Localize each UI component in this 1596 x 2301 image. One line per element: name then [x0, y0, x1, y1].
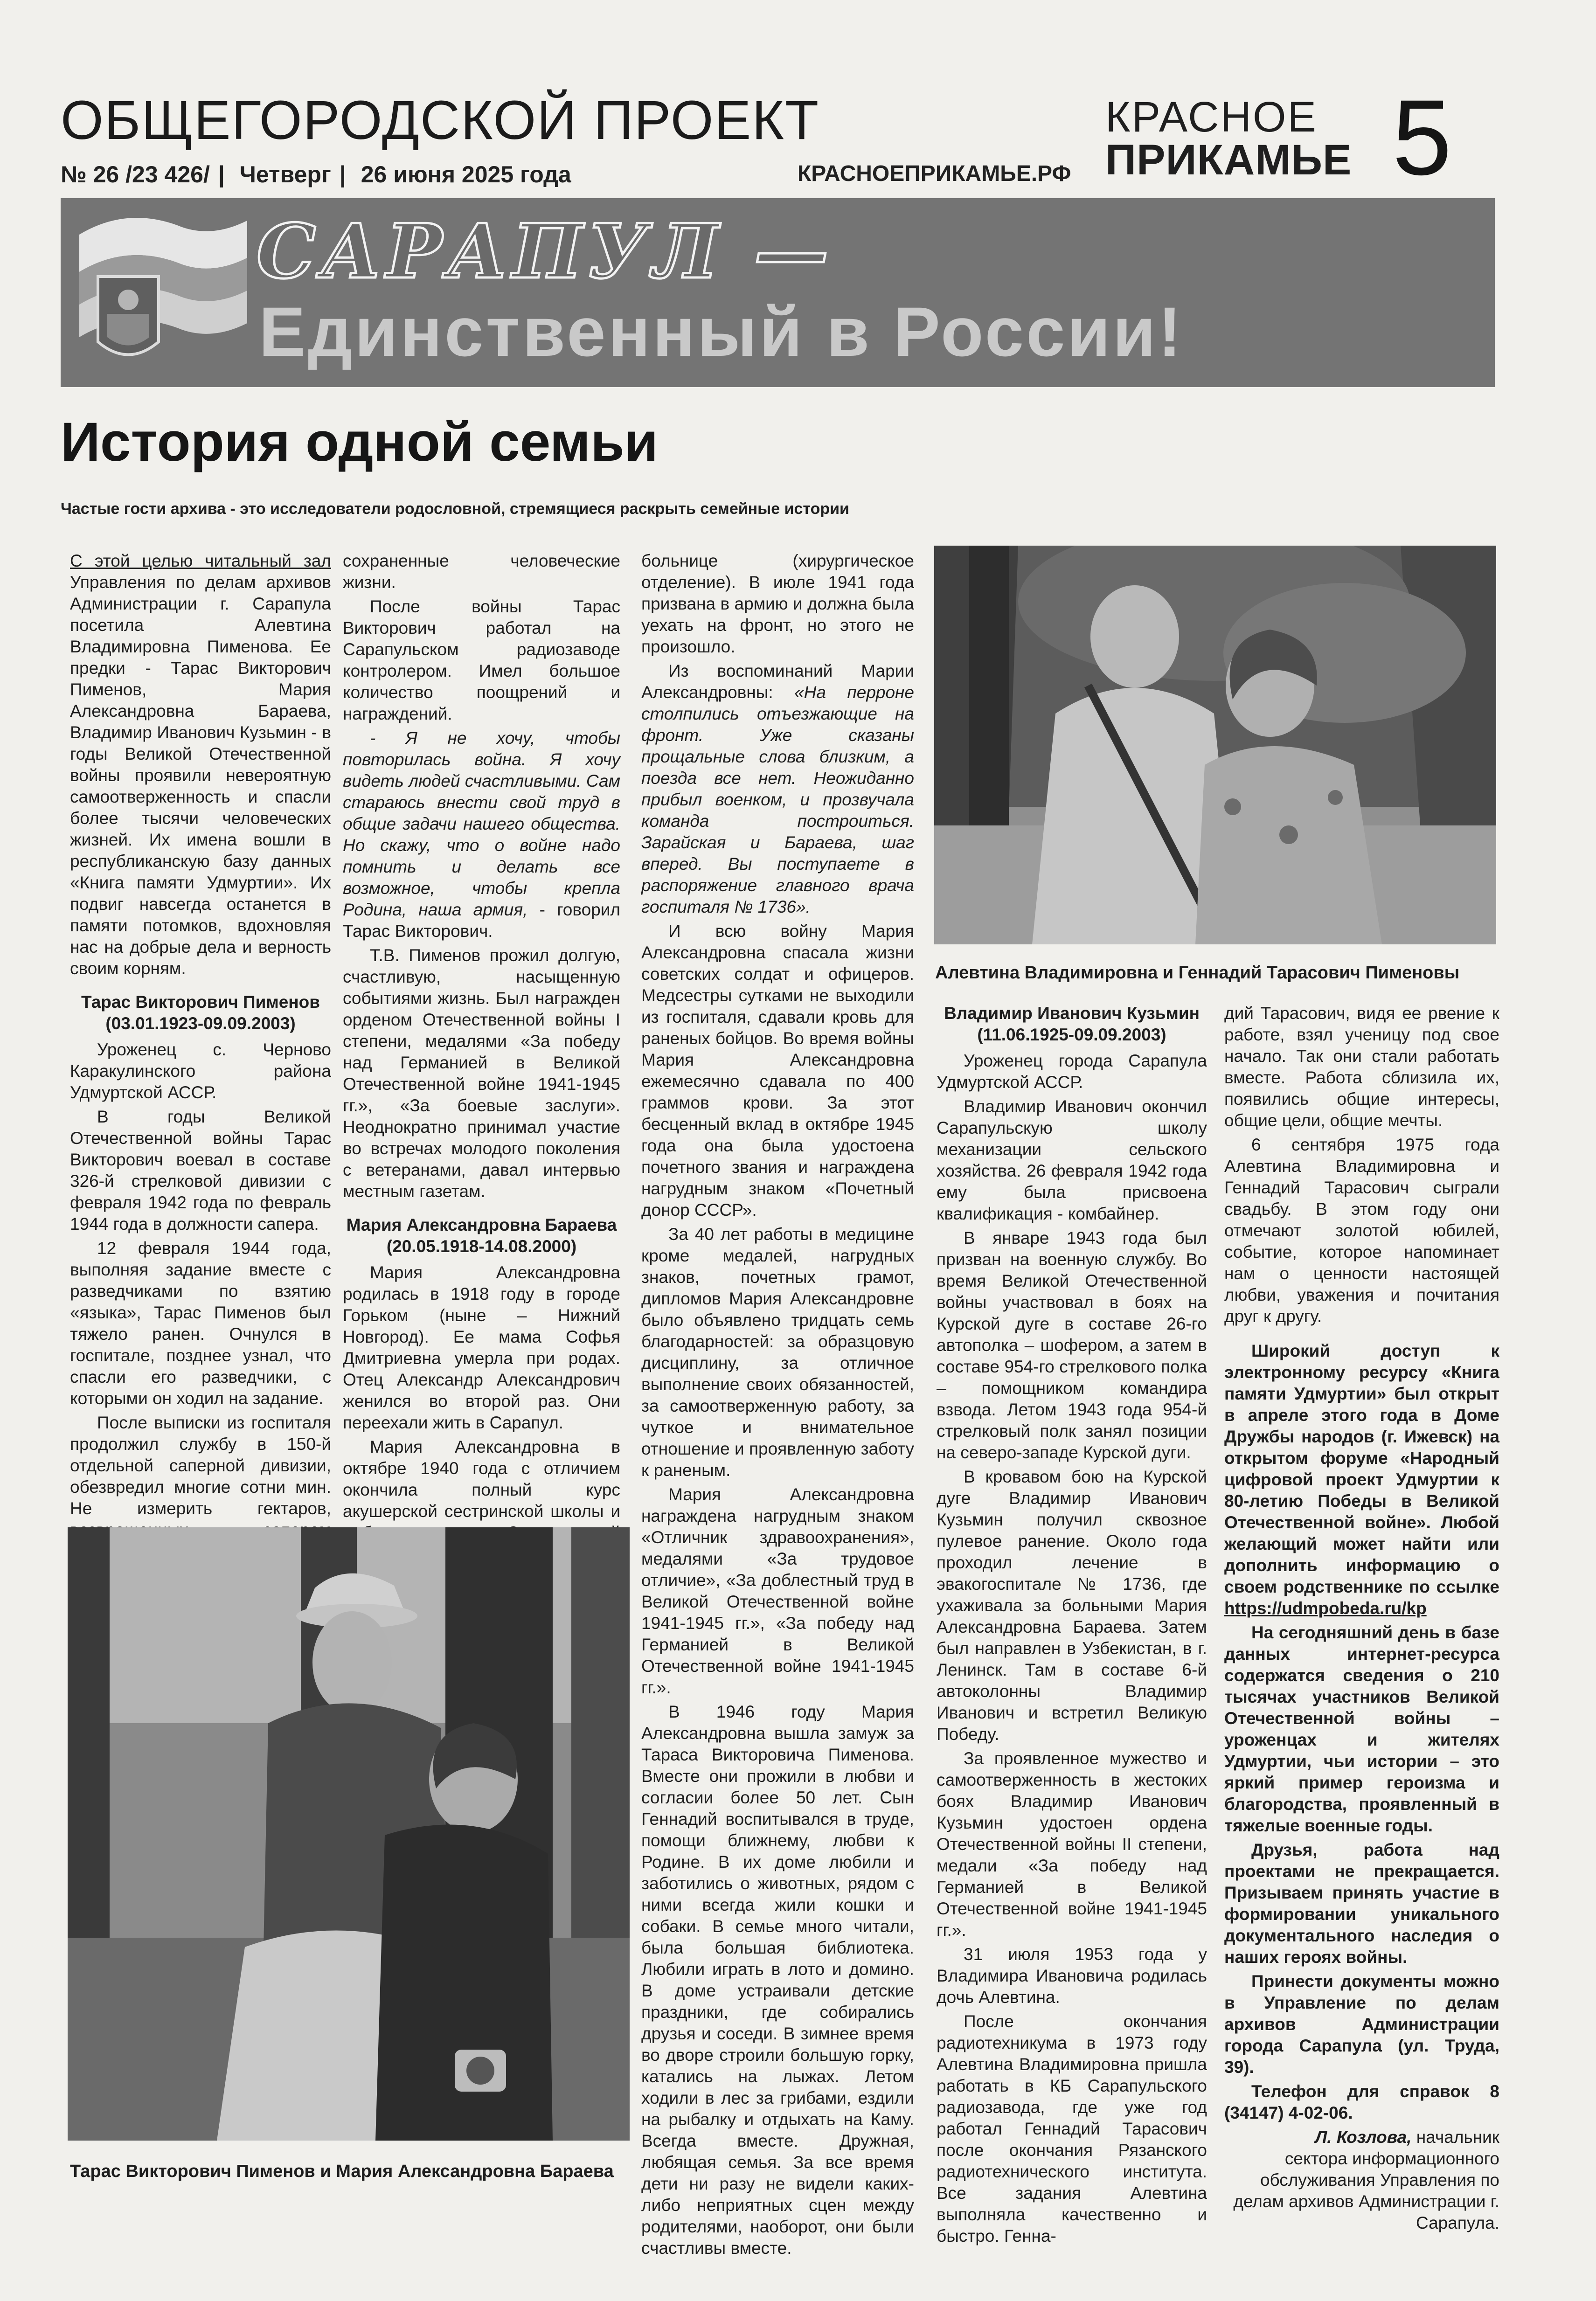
opening-underlined: С этой целью читальный зал — [70, 551, 331, 570]
photo-image-icon — [934, 546, 1496, 944]
paragraph: И всю войну Мария Александровна спасала жизни советских солдат и офицеров. Медсестры сутками не выходили из госпиталя, сдавали кровь для раненых бойцов. Во время войны Мария Александровна ежемесячно сдавала по 400 граммов крови. За этот бесценный вклад в октябре 1945 года она была удостоена почетного звания и награждена нагрудным знаком «Почетный донор СССР». — [641, 922, 914, 1220]
article-column-2 — [343, 550, 620, 1568]
article-lead: Частые гости архива - это исследователи родословной, стремящиеся раскрыть семейные истории — [61, 500, 849, 518]
paragraph: 12 февраля 1944 года, выполняя задание вместе с разведчиками по взятию «языка», Тарас Пименов был тяжело ранен. Очнулся в госпитале, позднее узнал, что спасли его разведчики, с которыми он ходил на задание. — [70, 1239, 331, 1408]
photo-caption-top: Алевтина Владимировна и Геннадий Тарасович Пименовы — [935, 963, 1460, 983]
issue-date: 26 июня 2025 года — [361, 161, 571, 187]
paragraph: Мария Александровна родилась в 1918 году в городе Горьком (ныне – Нижний Новгород). Ее мама Софья Дмитриевна умерла при родах. Отец Александр Александрович женился во второй раз. Они переехали жить в Сарапул. — [343, 1263, 620, 1432]
website-link[interactable]: КРАСНОЕПРИКАМЬЕ.РФ — [798, 161, 1071, 186]
paragraph: В кровавом бою на Курской дуге Владимир Иванович Кузьмин получил сквозное пулевое ранение. Около года проходил лечение в эвакогоспитале № 1736, где ухаживала за больными Мария Александровна Бараева. Затем был направлен в Узбекистан, в г. Ленинск. Там в составе 6-й автоколонны Владимир Иванович и встретил Великую Победу. — [937, 1467, 1207, 1744]
heading-dates: (11.06.1925-09.09.2003) — [977, 1025, 1166, 1044]
paragraph: Друзья, работа над проектами не прекращается. Призываем принять участие в формировании уникального документального наследия о наших героях войны. — [1224, 1840, 1499, 1967]
paragraph: Мария Александровна награждена нагрудным знаком «Отличник здравоохранения», медалями «За трудовое отличие», «За доблестный труд в Великой Отечественной войне 1941-1945 гг.», «За победу над Германией в Великой Отечественной войне 1941-1945 гг.». — [641, 1485, 914, 1697]
logo-line-1: КРАСНОЕ — [1105, 93, 1318, 141]
heading-name: Мария Александровна Бараева — [346, 1215, 617, 1234]
paragraph: Уроженец города Сарапула Удмуртской АССР. — [937, 1051, 1207, 1092]
section-heading-pimenov — [70, 991, 331, 1034]
paragraph: - говорил Тарас Викторович. — [343, 900, 620, 941]
paragraph: За 40 лет работы в медицине кроме медалей, нагрудных знаков, почетных грамот, дипломов Мария Александровне было объявлено тридцать семь благодарностей: за образцовую дисциплину, за отличное выполнение своих обязанностей, за самоотверженную работу, за чуткое и внимательное отношение и проявленную заботу к раненым. — [641, 1225, 914, 1480]
article-column-5 — [1224, 1003, 1499, 2237]
photo-caption-bottom: Тарас Викторович Пименов и Мария Александровна Бараева — [70, 2162, 614, 2181]
paragraph: 6 сентября 1975 года Алевтина Владимировна и Геннадий Тарасович сыграли свадьбу. В этом году они отмечают золотой юбилей, событие, которое напоминает нам о ценности настоящей любви, уважения и почитания друг к другу. — [1224, 1135, 1499, 1326]
paragraph: Т.В. Пименов прожил долгую, счастливую, насыщенную событиями жизнь. Был награжден орденом Отечественной войны I степени, медалями «За победу над Германией в Великой Отечественной войне 1941-1945 гг.», «За боевые заслуги». Неоднократно принимал участие во встречах молодого поколения с ветеранами, давал интервью местным газетам. — [343, 946, 620, 1201]
info-text: Широкий доступ к электронному ресурсу «Книга памяти Удмуртии» был открыт в апреле этого года в Доме Дружбы народов (г. Ижевск) на открытом форуме «Народный цифровой проект Удмуртии к 80-летию Победы в Великой Отечественной войне». Любой желающий может найти или дополнить информацию о своем родственнике по ссылке — [1224, 1341, 1499, 1596]
heading-name: Владимир Иванович Кузьмин — [944, 1004, 1200, 1023]
paragraph: После выписки из госпиталя продолжил службу в 150-й отдельной саперной дивизии, обезвредил многие сотни мин. Не измерить гектаров, — [70, 1413, 331, 1518]
heading-dates: (03.01.1923-09.09.2003) — [105, 1014, 296, 1033]
photo-pimenov-baraeva — [68, 1527, 630, 2141]
paragraph: После окончания радиотехникума в 1973 году Алевтина Владимировна пришла работать в КБ Сарапульского радиозавода, где уже год работал Геннадий Тарасович после окончания Рязанского радиотехнического института. Все задания Алевтина выполняла качественно и быстро. Генна- — [937, 2012, 1207, 2246]
issue-number: № 26 /23 426/ — [61, 161, 210, 187]
photo-image-icon — [68, 1527, 630, 2141]
phone-line: Телефон для справок 8 (34147) 4-02-06. — [1224, 2082, 1499, 2122]
paragraph: За проявленное мужество и самоотверженность в жестоких боях Владимир Иванович Кузьмин удостоен ордена Отечественной войны II степени, медали «За победу над Германией в Великой Отечественной войне 1941-1945 гг.». — [937, 1749, 1207, 1940]
photo-pimenovy-couple — [934, 546, 1496, 944]
heading-dates: (20.05.1918-14.08.2000) — [386, 1237, 577, 1256]
logo-line-2: ПРИКАМЬЕ — [1105, 136, 1352, 184]
paragraph: Владимир Иванович окончил Сарапульскую школу механизации сельского хозяйства. 26 февраля 1942 года ему была присвоена квалификация - комбайнер. — [937, 1097, 1207, 1223]
author-name: Л. Козлова, — [1315, 2128, 1412, 2147]
heading-name: Тарас Викторович Пименов — [81, 992, 320, 1012]
article-column-1 — [70, 550, 331, 1587]
author-title: начальник сектора информационного обслуживания Управления по делам архивов Администрации г. Сарапула. — [1233, 2128, 1499, 2232]
article-column-4 — [937, 1003, 1207, 2250]
author-signature — [1224, 2127, 1499, 2234]
paragraph: После войны Тарас Викторович работал на Сарапульском радиозаводе контролером. Имел большое количество поощрений и награждений. — [343, 597, 620, 723]
section-banner — [61, 198, 1495, 387]
section-heading-kuzmin — [937, 1003, 1207, 1046]
memory-book-link[interactable]: https://udmpobeda.ru/kp — [1224, 1599, 1427, 1618]
quote: «На перроне столпились отъезжающие на фронт. Уже сказаны прощальные слова близким, а поезда все нет. Неожиданно прибыл военком, и прозвучала команда построиться. Зарайская и Бараева, шаг вперед. Вы поступаете в распоряжение главного врача госпиталя № 1736». — [641, 683, 914, 916]
paragraph: В 1946 году Мария Александровна вышла замуж за Тараса Викторовича Пименова. Вместе они прожили в любви и согласии более 50 лет. Сын Геннадий воспитывался в труде, помощи ближнему, любви к Родине. В их доме любили и заботились о животных, рядом с ними всегда жили кошки и собаки. В семье много читали, была большая библиотека. Любили играть в лото и домино. В доме устраивали детские праздники, где собирались друзья и соседи. В зимнее время во дворе строили большую горку, катались на лыжах. Летом ходили в лес за грибами, ездили на рыбалку и отдыхать на Каму. Всегда вместе. Дружная, любящая семья. За все время дети ни разу не видели каких-либо неприятных сцен между родителями, наоборот, они были счастливы вместе. — [641, 1702, 914, 2258]
paragraph: сохраненные человеческие жизни. — [343, 551, 620, 592]
paragraph: 31 июля 1953 года у Владимира Ивановича родилась дочь Алевтина. — [937, 1945, 1207, 2007]
article-headline: История одной семьи — [61, 411, 659, 473]
paragraph: Принести документы можно в Управление по делам архивов Администрации города Сарапула (ул. Труда, 39). — [1224, 1972, 1499, 2077]
paragraph: больнице (хирургическое отделение). В июле 1941 года призвана в армию и должна была уехать на фронт, но этого не произошло. — [641, 551, 914, 656]
article-column-3 — [641, 550, 914, 2262]
paragraph: В годы Великой Отечественной войны Тарас Викторович воевал в составе 326-й стрелковой дивизии с февраля 1942 года по февраль 1944 года в должности сапера. — [70, 1107, 331, 1234]
paragraph — [1224, 1340, 1499, 1619]
paragraph: дий Тарасович, видя ее рвение к работе, взял ученицу под свое начало. Так они стали работать вместе. Работа сблизила их, появились общие интересы, общие цели, общие мечты. — [1224, 1004, 1499, 1130]
paragraph: Управления по делам архивов Администрации г. Сарапула посетила Алевтина Владимировна Пименова. Ее предки - Тарас Викторович Пименов, Мария Александровна Бараева, Владимир Иванович Кузьмин - в годы Великой Отечественной войны проявили невероятную самоотверженность и спасли более тысячи человеческих жизней. Их имена вошли в республиканскую базу данных «Книга памяти Удмуртии». Их подвиг навсегда останется в памяти потомков, вдохновляя нас на добрые дела и верность своим корням. — [70, 573, 331, 978]
issue-weekday: Четверг — [239, 161, 331, 187]
project-title: ОБЩЕГОРОДСКОЙ ПРОЕКТ — [61, 90, 820, 151]
paragraph: На сегодняшний день в базе данных интернет-ресурса содержатся сведения о 210 тысячах участников Великой Отечественной войны – уроженцах и жителях Удмуртии, чьи истории – это яркий пример героизма и благородства, проявленный в тяжелые военные годы. — [1224, 1623, 1499, 1835]
paragraph: Мария Александровна в октябре 1940 года с отличием окончила полный курс акушерской сестринской школы и — [343, 1437, 620, 1521]
page-number: 5 — [1392, 77, 1452, 197]
banner-line-2: Единственный в России! — [259, 292, 1184, 371]
city-emblem-icon — [70, 207, 257, 379]
paragraph: Уроженец с. Черново Каракулинского района Удмуртской АССР. — [70, 1040, 331, 1102]
quote: - Я не хочу, чтобы повторилась война. Я хочу видеть людей счастливыми. Сам стараюсь внести свой труд в общие задачи нашего общества. Но скажу, что о войне надо помнить и делать все возможное, чтобы крепла Родина, наша армия, — [343, 728, 620, 919]
paragraph: Из воспоминаний Марии Александровны: — [641, 661, 914, 702]
issue-line: № 26 /23 426/ | Четверг | 26 июня 2025 года — [61, 161, 571, 187]
section-heading-baraeva — [343, 1214, 620, 1257]
paragraph: В январе 1943 года был призван на военную службу. Во время Великой Отечественной войны участвовал в боях на Курской дуге в составе 26-го автополка – шофером, а затем в составе 954-го стрелкового полка – помощником командира взвода. Летом 1943 года 954-й стрелковый полк занял позиции на северо-западе Курской дуги. — [937, 1228, 1207, 1462]
newspaper-logo — [1105, 93, 1352, 184]
banner-line-1: САРАПУЛ — — [257, 208, 833, 295]
